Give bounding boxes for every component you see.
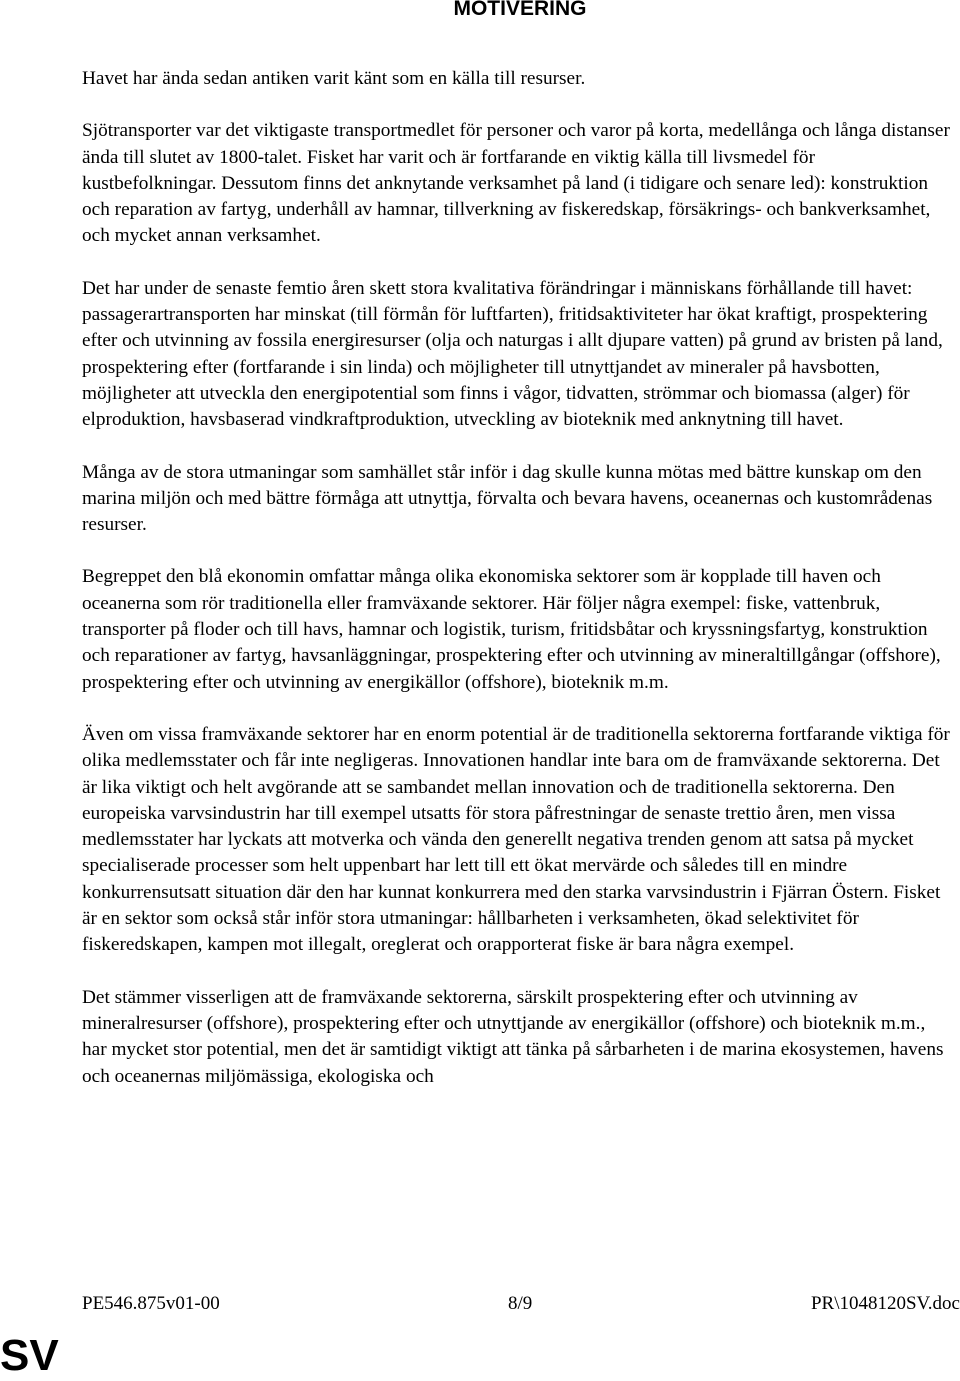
document-reference: PE546.875v01-00	[82, 1293, 220, 1314]
page-heading: MOTIVERING	[453, 0, 587, 20]
page-number: 8/9	[508, 1293, 533, 1314]
document-body	[82, 66, 952, 1116]
paragraph-7: Det stämmer visserligen att de framväxande sektorerna, särskilt prospektering efter och utvinning av mineralresurser (offshore), prospektering efter och utnyttjande av energikällor (offshore) och bioteknik m.m., har mycket stor potential, men det är samtidigt viktigt att tänka på sårbarheten i de marina ekosystemen, havens och oceanernas miljömässiga, ekologiska och	[82, 986, 944, 1087]
paragraph-4: Många av de stora utmaningar som samhället står inför i dag skulle kunna mötas med bättre kunskap om den marina miljön och med bättre förmåga att utnyttja, förvalta och bevara havens, oceanernas och kustområdenas resurser.	[82, 461, 933, 536]
paragraph-5: Begreppet den blå ekonomin omfattar många olika ekonomiska sektorer som är kopplade till haven och oceanerna som rör traditionella eller framväxande sektorer. Här följer några exempel: fiske, vattenbruk, transporter på floder och till havs, hamnar och logistik, turism, fritidsbåtar och kryssningsfartyg, konstruktion och reparationer av fartyg, havsanläggningar, prospektering efter och utvinning av mineraltillgångar (offshore), prospektering efter och utvinning av energikällor (offshore), bioteknik m.m.	[82, 566, 941, 693]
file-name: PR\1048120SV.doc	[810, 1293, 960, 1314]
paragraph-1: Havet har ända sedan antiken varit känt som en källa till resurser.	[82, 68, 586, 89]
paragraph-6: Även om vissa framväxande sektorer har en enorm potential är de traditionella sektorerna fortfarande viktiga för olika medlemsstater och får inte negligeras. Innovationen handlar inte bara om de framväxande sektorerna. Det är lika viktigt och helt avgörande att se sambandet mellan innovation och de traditionella sektorerna. Den europeiska varvsindustrin har till exempel utsatts för stora påfrestningar de senaste trettio åren, men vissa medlemsstater har lyckats att motverka och vända den generellt negativa trenden genom att satsa på mycket specialiserade processer som helt uppenbart har lett till ett ökat mervärde och således till en mindre konkurrensutsatt situation där den har kunnat konkurrera med den starka varvsindustrin i Fjärran Östern. Fisket är en sektor som också står inför stora utmaningar: hållbarheten i verksamheten, ökad selektivitet för fiskeredskapen, kampen mot illegalt, oreglerat och orapporterat fiske är bara några exempel.	[82, 723, 950, 956]
language-code: SV	[0, 1331, 59, 1380]
paragraph-3: Det har under de senaste femtio åren skett stora kvalitativa förändringar i människans förhållande till havet: passagerartransporten har minskat (till förmån för luftfarten), fritidsaktiviteter har ökat kraftigt, prospektering efter och utvinning av fossila energiresurser (olja och naturgas i allt djupare vatten) på grund av bristen på land, prospektering efter (fortfarande i sin linda) och möjligheter till utnyttjandet av mineraler på havsbotten, möjligheter att utveckla den energipotential som finns i vågor, tidvatten, strömmar och biomassa (alger) för elproduktion, havsbaserad vindkraftproduktion, utveckling av bioteknik med anknytning till havet.	[82, 277, 943, 431]
paragraph-2: Sjötransporter var det viktigaste transportmedlet för personer och varor på korta, medellånga och långa distanser ända till slutet av 1800-talet. Fisket har varit och är fortfarande en viktig källa till livsmedel för kustbefolkningar. Dessutom finns det anknytande verksamhet på land (i tidigare och senare led): konstruktion och reparation av fartyg, underhåll av hamnar, tillverkning av fiskeredskap, försäkrings- och bankverksamhet, och mycket annan verksamhet.	[82, 120, 950, 247]
page-footer	[82, 1291, 960, 1317]
